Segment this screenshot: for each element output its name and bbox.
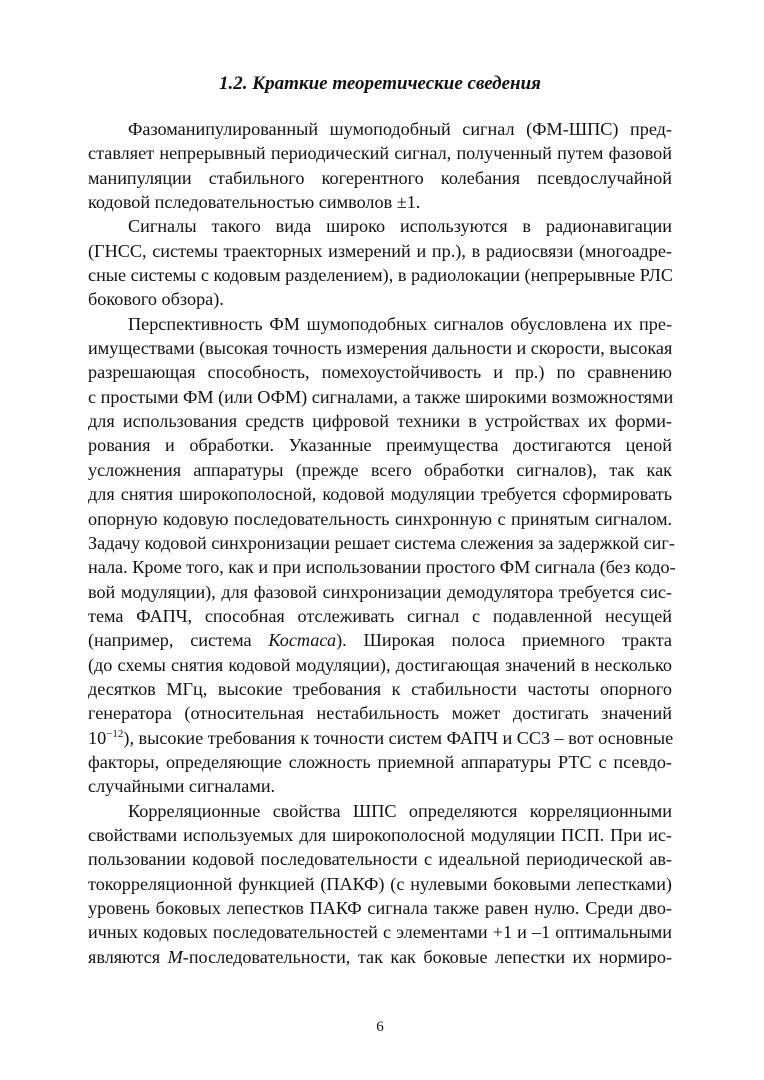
text-line: ичных кодовых последовательностей с элементами +1 и –1 оптимальными	[88, 922, 672, 943]
text-line: (до схемы снятия кодовой модуляции), достигающая значений в несколько	[88, 654, 672, 675]
power-base: 10	[88, 727, 107, 748]
text-line: манипуляции стабильного когерентного колебания псевдослучайной	[88, 167, 672, 188]
text-line: свойствами используемых для широкополосной модуляции ПСП. При ис-	[88, 824, 672, 845]
text-line: нала. Кроме того, как и при использовании простого ФМ сигнала (без кодо-	[88, 557, 676, 578]
italic-symbol-m: M	[167, 946, 183, 967]
text-line-rest: ), высокие требования к точности систем ФАПЧ и ССЗ – вот основные	[123, 727, 674, 748]
text-line: уровень боковых лепестков ПАКФ сигнала также равен нулю. Среди дво-	[88, 898, 672, 918]
text-fragment: (например, система	[88, 630, 269, 651]
document-page	[88, 0, 676, 1080]
text-line-kostas	[88, 628, 672, 652]
text-line: с простыми ФМ (или ОФМ) сигналами, а также широкими возможностями	[88, 386, 674, 407]
text-fragment: являются	[88, 946, 168, 967]
paragraph-2	[88, 214, 672, 311]
text-line: разрешающая способность, помехоустойчивость и пр.) по сравнению	[88, 362, 672, 383]
text-line: генератора (относительная нестабильность может достигать значений	[88, 703, 672, 724]
text-line: пользовании кодовой последовательности с идеальной периодической ав-	[88, 849, 672, 870]
text-line: ставляет непрерывный периодический сигнал, полученный путем фазовой	[88, 143, 672, 164]
paragraph-1	[88, 117, 672, 214]
text-line: имуществами (высокая точность измерения дальности и скорости, высокая	[88, 338, 673, 359]
italic-name-kostas: Костаса	[268, 630, 337, 651]
text-line: случайными сигналами.	[88, 776, 276, 797]
text-line: десятков МГц, высокие требования к стабильности частоты опорного	[88, 678, 672, 699]
text-line: рования и обработки. Указанные преимущества достигаются ценой	[88, 435, 672, 456]
text-line: для использования средств цифровой техники в устройствах их форми-	[88, 411, 672, 432]
text-line: Фазоманипулированный шумоподобный сигнал (ФМ-ШПС) пред-	[128, 119, 672, 139]
power-exponent: −12	[106, 727, 124, 740]
text-line: Перспективность ФМ шумоподобных сигналов обусловлена их пре-	[128, 313, 672, 334]
paragraph-4	[88, 799, 672, 969]
text-line-exponent	[88, 726, 672, 750]
text-line: сные системы с кодовым разделением), в радиолокации (непрерывные РЛС	[88, 265, 673, 286]
body-text	[88, 117, 676, 969]
section-heading: 1.2. Краткие теоретические сведения	[219, 73, 541, 94]
text-line: кодовой пследовательностью символов ±1.	[88, 192, 421, 213]
text-line: факторы, определяющие сложность приемной аппаратуры РТС с псевдо-	[88, 751, 672, 772]
text-line: для снятия широкополосной, кодовой модуляции требуется сформировать	[88, 484, 672, 505]
text-line: тема ФАПЧ, способная отслеживать сигнал с подавленной несущей	[88, 605, 672, 626]
text-line: Задачу кодовой синхронизации решает система слежения за задержкой сиг-	[88, 532, 675, 553]
paragraph-3	[88, 312, 676, 799]
text-line-m-seq	[88, 945, 672, 969]
text-line: опорную кодовую последовательность синхронную с принятым сигналом.	[88, 508, 672, 529]
text-line: токорреляционной функцией (ПАКФ) (с нулевыми боковыми лепестками)	[88, 873, 672, 894]
text-line: (ГНСС, системы траекторных измерений и пр.), в радиосвязи (многоадре-	[88, 240, 672, 261]
text-fragment: -последовательности, так как боковые лепестки их нормиро-	[182, 946, 672, 967]
text-line: бокового обзора).	[88, 289, 224, 310]
page-number: 6	[376, 1019, 384, 1035]
text-line: Корреляционные свойства ШПС определяются корреляционными	[128, 800, 672, 821]
text-line: вой модуляции), для фазовой синхронизации демодулятора требуется сис-	[88, 581, 672, 602]
text-line: усложнения аппаратуры (прежде всего обработки сигналов), так как	[88, 459, 672, 480]
text-line: Сигналы такого вида широко используются в радионавигации	[128, 216, 672, 237]
text-fragment: ). Широкая полоса приемного тракта	[336, 630, 672, 651]
